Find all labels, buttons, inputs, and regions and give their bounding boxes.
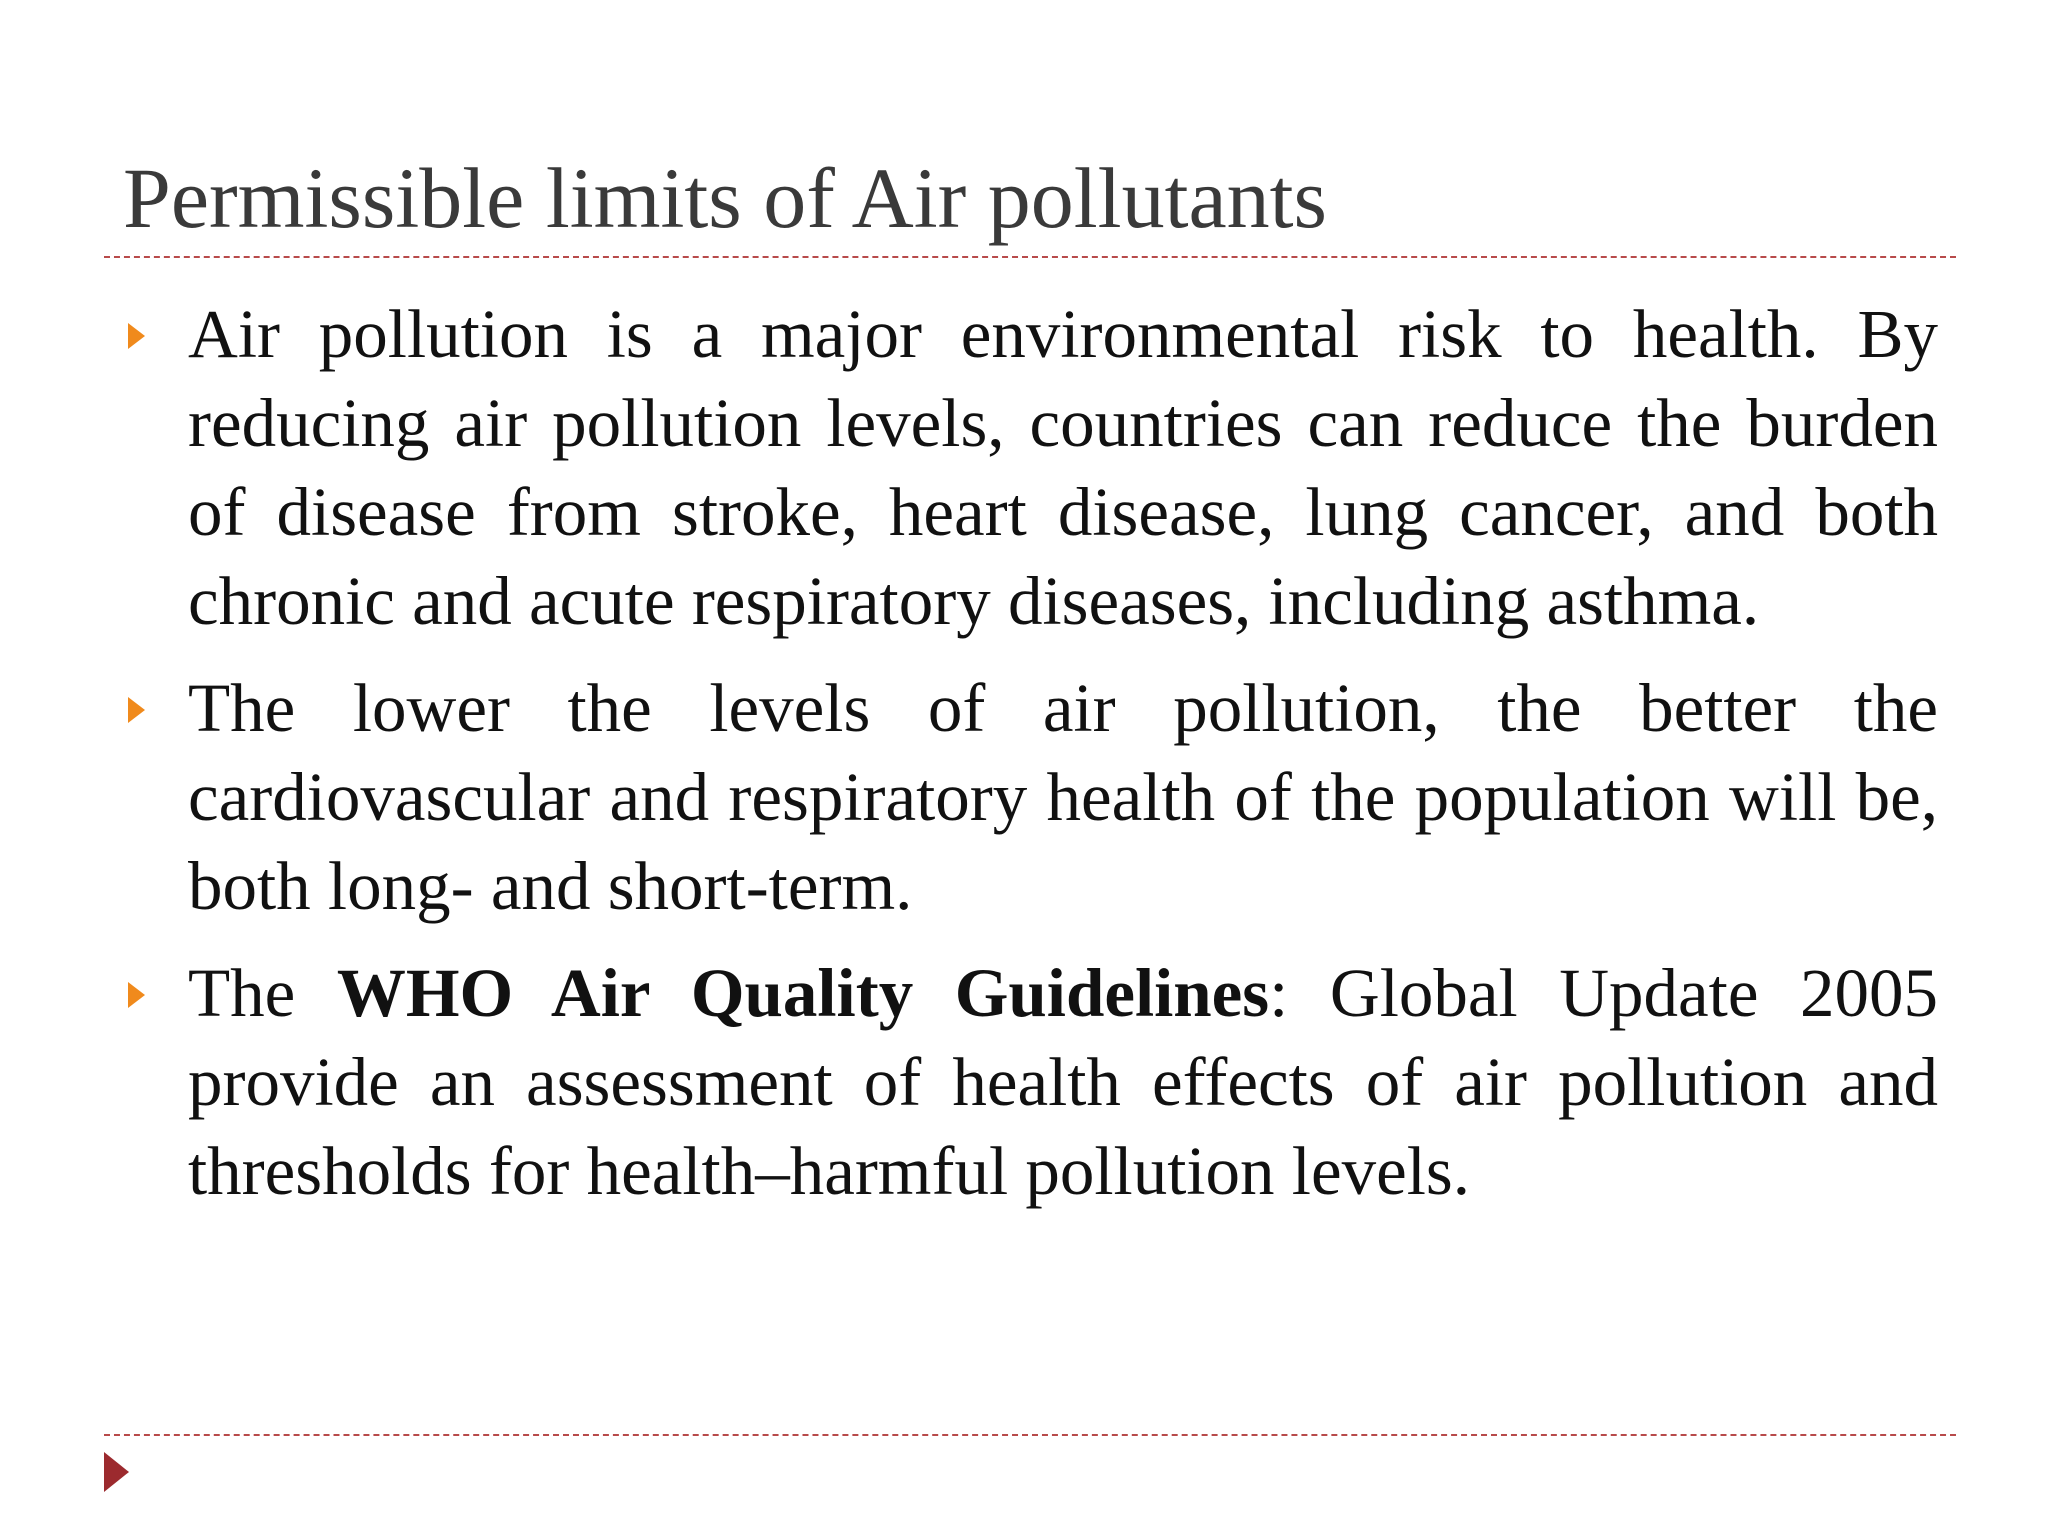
orange-triangle-bullet-icon (128, 982, 145, 1008)
bullet-item-3 (124, 949, 1938, 1216)
bullet-text-3-suffix: : Global Update 2005 provide an assessment of health effects of air pollution and thresholds for health–harmful pollution levels. (188, 955, 1939, 1209)
bullet-text-1: Air pollution is a major environmental risk to health. By reducing air pollution levels, countries can reduce the burden of disease from stroke, heart disease, lung cancer, and both chronic and acute respiratory diseases, including asthma. (188, 296, 1938, 639)
orange-triangle-bullet-icon (128, 697, 145, 723)
red-triangle-footer-icon (104, 1452, 129, 1492)
orange-triangle-bullet-icon (128, 323, 145, 349)
bullet-text-3-prefix: The (188, 955, 337, 1031)
bullet-item-1 (124, 290, 1938, 646)
who-guidelines-bold-text: WHO Air Quality Guidelines (336, 955, 1270, 1031)
bullet-list (124, 290, 1938, 1234)
bullet-text-2: The lower the levels of air pollution, the better the cardiovascular and respiratory health of the population will be, both long- and short-term. (188, 670, 1938, 924)
slide-title: Permissible limits of Air pollutants (123, 150, 1327, 246)
title-divider (104, 256, 1956, 258)
footer-divider (104, 1434, 1956, 1436)
bullet-item-2 (124, 664, 1938, 931)
